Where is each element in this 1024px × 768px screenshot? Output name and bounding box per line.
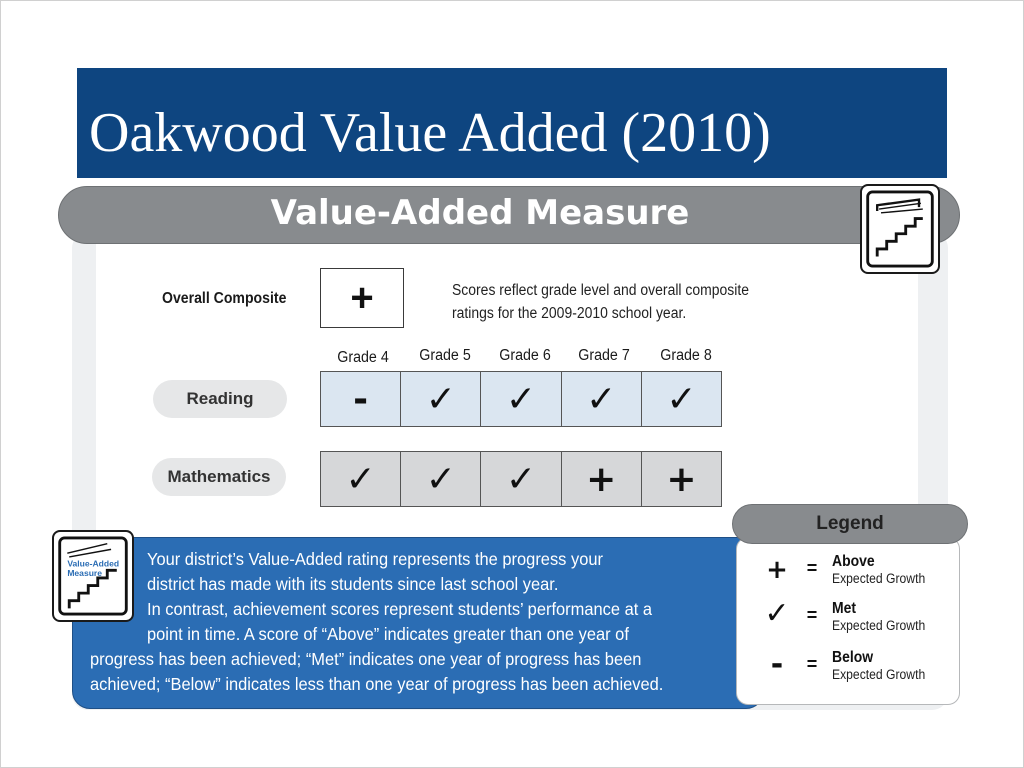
icon-caption-line-2: Measure [67,568,103,578]
rating-cell: ✓ [401,372,481,426]
grade-header: Grade 7 [578,347,630,364]
slide-title: Oakwood Value Added (2010) [89,102,771,164]
grade-header: Grade 8 [660,347,712,364]
overall-composite-label: Overall Composite [162,290,287,307]
legend-label-above: Above [832,553,875,570]
rating-cell: ✓ [481,372,561,426]
icon-caption-line-1: Value-Added [67,558,120,569]
rating-cell: ✓ [321,452,401,506]
minus-icon: - [770,647,784,682]
overall-composite-rating: + [320,268,404,328]
value-added-header [58,186,960,244]
info-text-line: district has made with its students since last school year. [147,574,559,594]
legend-label-below: Below [832,649,874,666]
info-text-line: achieved; “Below” indicates less than one year of progress has been achieved. [90,674,664,694]
info-text-line: progress has been achieved; “Met” indicates one year of progress has been [90,649,642,669]
rating-cell: ✓ [666,378,697,420]
value-added-header-label: Value-Added Measure [270,193,690,233]
legend-equals: = [806,654,818,674]
checkmark-icon: ✓ [764,596,790,631]
grade-header: Grade 6 [499,347,551,364]
mathematics-ratings-row [320,451,722,507]
plus-icon: + [766,555,788,585]
legend-sublabel: Expected Growth [832,667,926,682]
rating-cell: + [666,458,697,500]
grade-header: Grade 4 [337,349,389,366]
rating-cell: ✓ [401,452,481,506]
legend-equals: = [806,558,818,578]
legend-equals: = [806,605,818,625]
rating-cell: - [321,372,401,426]
value-added-stairs-icon [860,184,940,274]
legend-sublabel: Expected Growth [832,618,926,633]
composite-note-line-2: ratings for the 2009-2010 school year. [452,305,687,322]
legend-label-met: Met [832,600,857,617]
composite-note [452,279,749,325]
rating-cell: + [562,452,642,506]
rating-cell: ✓ [481,452,561,506]
info-text-line: In contrast, achievement scores represent students’ performance at a [147,599,653,619]
subject-label-mathematics: Mathematics [152,458,286,496]
composite-note-line-1: Scores reflect grade level and overall composite [452,282,749,299]
title-banner [77,68,947,178]
value-added-measure-icon [52,530,134,622]
legend-sublabel: Expected Growth [832,571,926,586]
reading-ratings-row [320,371,722,427]
rating-cell: ✓ [562,372,642,426]
legend-title: Legend [732,504,968,544]
grade-header: Grade 5 [419,347,471,364]
info-text-line: point in time. A score of “Above” indicates greater than one year of [147,624,629,644]
subject-label-reading: Reading [153,380,287,418]
info-text-line: Your district’s Value-Added rating represents the progress your [147,549,603,569]
